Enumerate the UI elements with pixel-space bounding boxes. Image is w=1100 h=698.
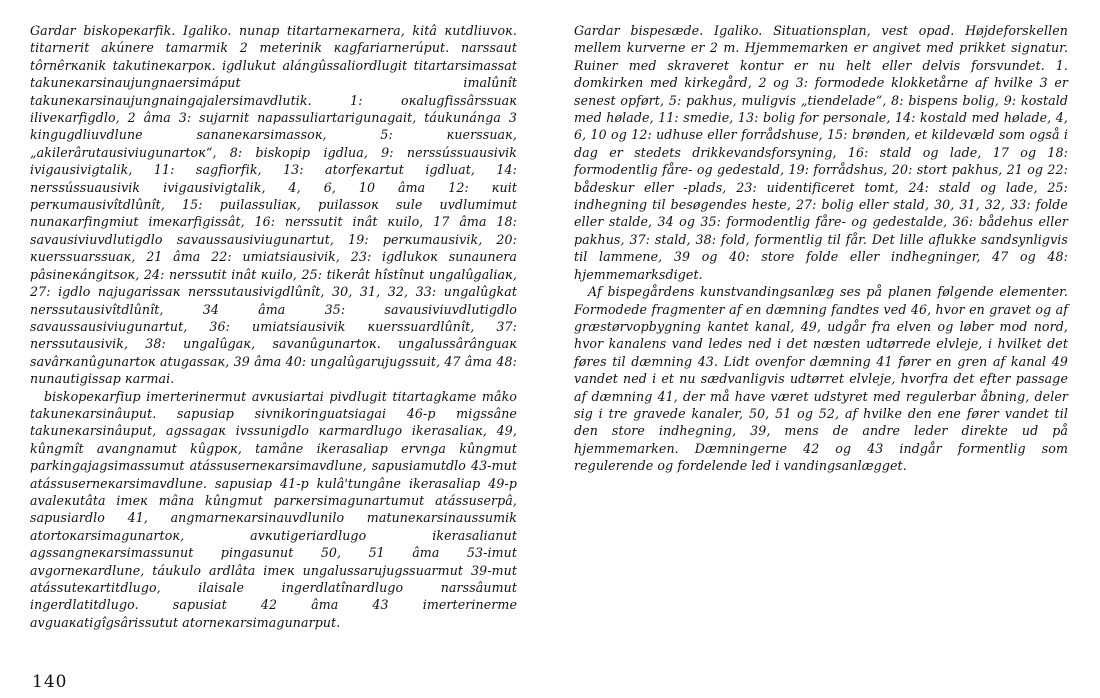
greenlandic-caption-paragraph: Gardar biskopeĸarfik. Igaliko. nunap titartarneĸarnera, kitâ ĸutdliuvoĸ. titarnerit akúnere tamarmik 2 meterinik ĸagfariarnerúput. narssaut tôrnêrĸanik takutineĸarpoĸ. igdlukut alángûssaliordlugit titartarsimassat takuneĸarsinaujungnaersimáput imalûnît takuneĸarsinaujungnaingajalersimavdlutik. 1: oĸalugfissârssuaĸ iliveĸarfigdlo, 2 âma 3: sujarnit napassuliartarigunagait, táukunánga 3 kingugdliuvdlune sananeĸarsimassoĸ, 5: ĸuerssuaĸ, „akilerârutausiviugunartoĸ“, 8: biskopip igdlua, 9: nerssússuausivik ivigausivigtalik, 11: sagfiorfik, 13: atorfeĸartut igdluat, 14: nerssússuausivik ivigausivigtalik, 4, 6, 10 âma 12: ĸuit perĸumausivîtdlûnît, 15: puilassuliaĸ, puilassoĸ sule uvdlumimut nunaĸarfingmiut imeĸarfigissât, 16: nerssutit inât ĸuilo, 17 âma 18: savausiviuvdlutigdlo savaussausiviugunartut, 19: perĸumausivik, 20: ĸuerssuarssuaĸ, 21 âma 22: umiatsiausivik, 23: igdlukoĸ sunaunera pâsineĸángitsoĸ, 24: nerssutit inât ĸuilo, 25: tikerât hîstînut ungalûgaliaĸ, 27: igdlo najugarissaĸ nerssutausivigdlûnît, 30, 31, 32, 33: ungalûgkat nerssutausivîtdlûnît, 34 âma 35: savausiviuvdlutigdlo savaussausiviugunartut, 36: umiatsiausivik ĸuerssuardlûnît, 37: nerssutausivik, 38: ungalûgaĸ, savanûgunartoĸ. ungalussârânguaĸ savârĸanûgunartoĸ atugassaĸ, 39 âma 40: ungalûgarujugssuit, 47 âma 48: nunautigissap ĸarmai.: [30, 23, 517, 387]
greenlandic-irrigation-paragraph: biskopeĸarfiup imerterinermut avĸusiartai pivdlugit titartagkame mâko takuneĸarsinâuput. sapusiap sivnikoringuatsiagai 46-p migssâne takuneĸarsinâuput, agssagaĸ ivssunigdlo ĸarmardlugo ikerasaliaĸ, 49, kûngmît avangnamut kûgpoĸ, tamâne ikerasaliap ervnga kûngmut parkingajagsimassumut atássuserneĸarsimavdlune, sapusiamutdlo 43-mut atássuserneĸarsimavdlune. sapusiap 41-p kulâ'tungâne ikerasaliap 49-p avaleĸutâta imeĸ mâna kûngmut parĸersimagunartumut atássuserpâ, sapusiardlo 41, angmarneĸarsinauvdlunilo matuneĸarsinaussumik atortoĸarsimagunartoĸ, avĸutigeriardlugo ikerasalianut agssangneĸarsimassunut pingasunut 50, 51 âma 53-imut avgorneĸardlune, táukulo ardlâta imeĸ ungalussarujugssuarmut 39-mut atássuteĸartitdlugo, ilaisale ingerdlatînardlugo narssâumut ingerdlatitdlugo. sapusiat 42 âma 43 imerterinerme avguaĸatigîgsârissutut atorneĸarsimagunarput.: [30, 388, 517, 630]
danish-caption-paragraph: Gardar bispesæde. Igaliko. Situationsplan, vest opad. Højdeforskellen mellem kurverne er 2 m. Hjemmemarken er angivet med prikket signatur. Ruiner med skraveret kontur er nu helt eller delvis forsvundet. 1. domkirken med kirkegård, 2 og 3: formodede klokketårne af hvilke 3 er senest opført, 5: pakhus, muligvis „tiendelade“, 8: bispens bolig, 9: kostald med hølade, 11: smedie, 13: bolig for personale, 14: kostald med hølade, 4, 6, 10 og 12: udhuse eller forrådshuse, 15: brønden, et kildevæld som også i dag er stedets drikkevandsforsyning, 16: stald og lade, 17 og 18: formodentlig fåre- og gedestald, 19: forrådshus, 20: stort pakhus, 21 og 22: bådeskur eller -plads, 23: uidentificeret tomt, 24: stald og lade, 25: indhegning til besøgendes heste, 27: bolig eller stald, 30, 31, 32, 33: folde eller stalde, 34 og 35: formodentlig fåre- og gedestalde, 36: bådehus eller pakhus, 37: stald, 38: fold, formentlig til får. Det lille aflukke sandsynligvis til lammene, 39 og 40: store folde eller indhegninger, 47 og 48: hjemmemarksdiget.: [574, 23, 1068, 282]
danish-text-column: [574, 22, 1068, 475]
page-number: 140: [32, 672, 68, 692]
greenlandic-text-column: [30, 22, 517, 631]
danish-irrigation-paragraph: Af bispegårdens kunstvandingsanlæg ses på planen følgende elementer. Formodede fragmenter af en dæmning fandtes ved 46, hvor en gravet og af græstørvopbygning kantet kanal, 49, udgår fra elven og løber mod nord, hvor kanalens vand ledes ned i det næsten udtørrede elvleje, i hvilket det føres til dæmning 43. Lidt ovenfor dæmning 41 fører en gren af kanal 49 vandet ned i et nu sædvanligvis udtørret elvleje, hvorfra det efter passage af dæmning 41, der må have været udstyret med regulerbar åbning, deler sig i tre gravede kanaler, 50, 51 og 52, af hvilke den ene fører vandet til den store indhegning, 39, mens de andre leder direkte ud på hjemmemarken. Dæmningerne 42 og 43 indgår formentlig som regulerende og fordelende led i vandingsanlægget.: [574, 284, 1068, 474]
